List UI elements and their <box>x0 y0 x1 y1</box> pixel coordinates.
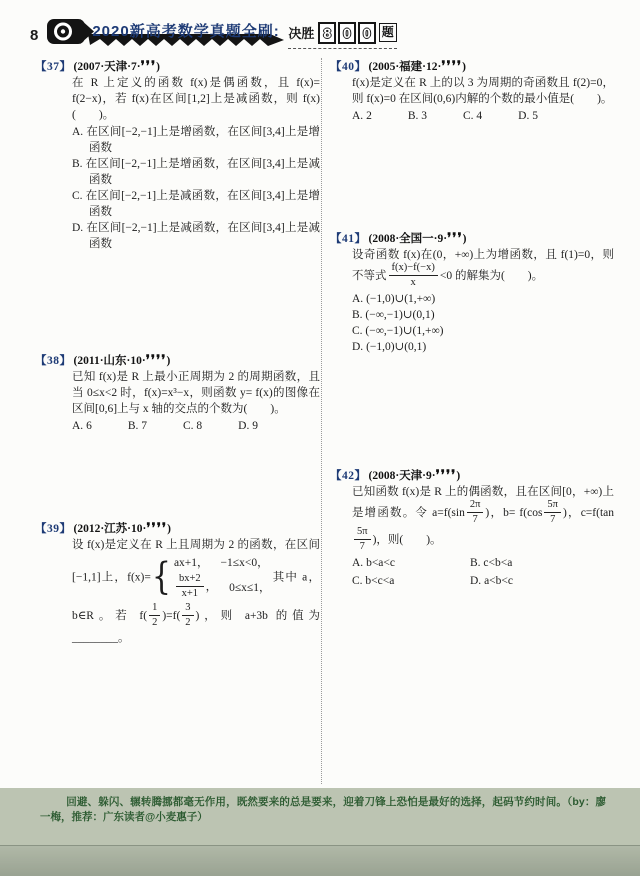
source-close: ) <box>462 233 467 245</box>
difficulty-marks: ❜❜❜ <box>140 58 157 73</box>
case-expression <box>174 574 217 601</box>
question-source <box>368 467 461 483</box>
option-A <box>72 124 320 156</box>
question-body <box>352 75 614 107</box>
question-number: 【37】 <box>35 61 72 73</box>
option-label: B. <box>72 158 83 170</box>
option-D <box>238 418 258 434</box>
text-run: )，则 a+3b 的值为________。 <box>72 610 320 645</box>
subtitle-suffix: 题 <box>379 23 397 42</box>
question-37 <box>35 58 320 252</box>
question-source <box>368 58 466 73</box>
question-options <box>352 108 614 124</box>
fraction <box>182 602 193 629</box>
left-brace: { <box>151 555 171 599</box>
question-header <box>35 520 320 537</box>
footer-texture-strip <box>0 845 640 876</box>
fraction-denominator: 2 <box>185 617 191 629</box>
fraction-numerator: 3 <box>182 602 193 616</box>
fraction <box>149 602 160 629</box>
text-run: )，则( )。 <box>372 534 442 547</box>
text-run: 设奇函数 f(x)在(0，+∞)上为增函数，且 f(1)=0，则不等式 <box>352 249 614 283</box>
fraction-denominator: x+1 <box>181 588 198 600</box>
text-run: (−∞,−1)∪(0,1) <box>365 309 435 322</box>
question-options <box>352 555 602 589</box>
question-number: 【41】 <box>330 233 367 245</box>
option-label: C. <box>352 325 363 338</box>
question-header <box>35 352 320 369</box>
text-run: <0 的解集为( )。 <box>439 270 544 283</box>
option-label: B. <box>470 557 481 570</box>
question-header <box>330 58 614 75</box>
footer-band <box>0 788 640 876</box>
option-D <box>470 573 602 589</box>
option-label: D. <box>352 341 364 354</box>
question-area <box>35 58 614 784</box>
text-run: 3 <box>421 110 427 122</box>
option-label: A. <box>352 557 364 570</box>
text-run: (−1,0)∪(0,1) <box>366 341 427 354</box>
text-run: b<a<c <box>366 557 395 570</box>
option-label: C. <box>72 190 83 202</box>
text-run: )，c=f(tan <box>562 507 614 520</box>
text-run: (−1,0)∪(1,+∞) <box>366 293 436 306</box>
fraction-denominator: x <box>410 277 416 289</box>
source-text: (2007·天津·7· <box>73 61 141 73</box>
case-condition: −1≤x<0， <box>220 557 269 569</box>
source-close: ) <box>456 470 461 483</box>
text-run: 在区间[−2,−1]上是增函数，在区间[3,4]上是减函数 <box>85 158 320 186</box>
option-label: A. <box>72 126 84 138</box>
question-header <box>35 58 320 75</box>
text-run: 5 <box>532 110 538 122</box>
text-run: 在区间[−2,−1]上是减函数，在区间[3,4]上是增函数 <box>85 190 320 218</box>
question-body <box>72 75 320 123</box>
option-D <box>518 108 538 124</box>
option-D <box>352 339 614 355</box>
question-options <box>352 291 614 355</box>
fraction-denominator: 7 <box>472 514 478 526</box>
question-number: 【40】 <box>330 61 367 73</box>
text-run: 7 <box>141 420 147 432</box>
question-source <box>73 352 171 367</box>
text-run: a<b<c <box>484 575 513 588</box>
subtitle-digit-8: 8 <box>318 22 336 44</box>
text-run: 4 <box>476 110 483 122</box>
right-column <box>323 58 614 784</box>
fraction-numerator: 2π <box>467 499 484 513</box>
question-number: 【38】 <box>35 355 72 367</box>
difficulty-marks: ❜❜❜❜ <box>146 520 168 535</box>
text-run: 9 <box>252 420 258 432</box>
cases-row <box>174 555 271 571</box>
subtitle-digit-0b: 0 <box>358 22 376 44</box>
question-42 <box>330 467 614 589</box>
source-text: (2005·福建·12· <box>368 61 442 73</box>
option-label: D. <box>238 420 250 432</box>
source-text: (2008·全国一·9· <box>368 233 448 245</box>
text-run: 设 f(x)是定义在 R 上且周期为 2 的函数，在区间[−1,1]上，f(x)= <box>72 539 320 584</box>
question-38 <box>35 352 320 434</box>
option-label: B. <box>407 110 419 122</box>
text-run: 在 R 上定义的函数 f(x)是偶函数，且 f(x)= f(2−x)，若 f(x)在区间[1,2]上是减函数，则 f(x)( )。 <box>72 77 320 121</box>
option-label: D. <box>72 222 84 234</box>
source-text: (2008·天津·9· <box>368 470 436 483</box>
text-run: 2 <box>366 110 372 122</box>
subtitle-prefix: 决胜 <box>288 26 315 41</box>
option-label: B. <box>352 309 363 322</box>
option-A <box>352 108 372 124</box>
series-banner <box>88 20 284 47</box>
fraction-denominator: 7 <box>359 541 365 553</box>
question-body <box>352 247 614 290</box>
fraction <box>176 573 204 600</box>
fraction <box>467 499 484 526</box>
option-label: C. <box>352 575 363 588</box>
option-label: B. <box>127 420 139 432</box>
page-header <box>26 12 614 52</box>
text-run: 已知函数 f(x)是 R 上的偶函数，且在区间[0，+∞)上是增函数。令 a=f(sin <box>352 486 614 520</box>
column-divider <box>321 58 322 784</box>
option-label: A. <box>72 420 84 432</box>
option-label: D. <box>518 110 530 122</box>
subtitle-digit-0a: 0 <box>338 22 356 44</box>
option-A <box>352 291 614 307</box>
piecewise-cases <box>152 555 271 601</box>
option-B <box>72 156 320 188</box>
question-body <box>352 484 614 554</box>
question-options <box>72 124 320 252</box>
option-label: D. <box>470 575 482 588</box>
question-39 <box>35 520 320 646</box>
text-run: c<b<a <box>483 557 513 570</box>
fraction-denominator: 2 <box>152 617 158 629</box>
option-C <box>72 188 320 220</box>
text-run: 6 <box>86 420 92 432</box>
text-run: 8 <box>196 420 203 432</box>
option-B <box>352 307 614 323</box>
question-40 <box>330 58 614 124</box>
text-run: )=f( <box>162 610 181 623</box>
case-condition: 0≤x≤1， <box>229 581 271 594</box>
option-C <box>352 573 470 589</box>
text-run: 在区间[−2,−1]上是增函数，在区间[3,4]上是增函数 <box>86 126 320 154</box>
question-source <box>73 520 171 535</box>
question-body <box>72 369 320 417</box>
footer-quote: 回避、躲闪、辗转腾挪都毫无作用，既然要来的总是要来，迎着刀锋上恐怕是最好的选择，起码节约时间。（by：廖一梅，推荐：广东读者@小麦惠子） <box>40 796 606 823</box>
option-C <box>463 108 482 124</box>
option-A <box>72 418 92 434</box>
source-text: (2011·山东·10· <box>73 355 146 367</box>
text-run: f(x)是定义在 R 上的以 3 为周期的奇函数且 f(2)=0，则 f(x)=0 在区间(0,6)内解的个数的最小值是( )。 <box>352 77 614 105</box>
text-run: (−∞,−1)∪(1,+∞) <box>365 325 444 338</box>
option-B <box>470 555 602 571</box>
fraction-numerator: bx+2 <box>176 573 204 587</box>
series-title: 2020新高考数学真题全刷: <box>92 22 280 40</box>
question-source <box>73 58 161 73</box>
source-text: (2012·江苏·10· <box>73 523 147 535</box>
option-C <box>352 323 614 339</box>
question-options <box>72 418 320 434</box>
difficulty-marks: ❜❜❜ <box>447 230 463 245</box>
option-label: C. <box>182 420 194 432</box>
source-close: ) <box>167 523 171 535</box>
fraction <box>354 526 371 553</box>
cases-rows <box>174 555 271 601</box>
option-B <box>128 418 147 434</box>
question-header <box>330 467 614 484</box>
text-run: 在区间[−2,−1]上是减函数，在区间[3,4]上是减函数 <box>86 222 320 250</box>
question-source <box>368 230 467 245</box>
fraction <box>389 262 438 289</box>
option-label: A. <box>352 110 364 122</box>
question-number: 【42】 <box>330 470 367 483</box>
option-C <box>183 418 202 434</box>
option-label: A. <box>352 293 364 306</box>
book-subtitle <box>288 22 396 49</box>
text-run: ， <box>205 581 218 594</box>
page-number: 8 <box>30 26 39 44</box>
question-41 <box>330 230 614 355</box>
fraction <box>544 499 561 526</box>
option-label: C. <box>462 110 474 122</box>
question-header <box>330 230 614 247</box>
option-B <box>408 108 427 124</box>
question-body <box>72 537 320 646</box>
text-run: b<c<a <box>365 575 395 588</box>
option-A <box>352 555 470 571</box>
text-run: 其中 a，b∈R。若 f( <box>72 571 320 623</box>
fraction-numerator: 5π <box>544 499 561 513</box>
option-D <box>72 220 320 252</box>
case-expression <box>174 555 209 571</box>
left-column <box>35 58 320 784</box>
text-run: )，b= f(cos <box>485 507 543 520</box>
text-run: 已知 f(x)是 R 上最小正周期为 2 的周期函数，且当 0≤x<2 时，f(x)=x³−x，则函数 y= f(x)的图像在区间[0,6]上与 x 轴的交点的个数为( )。 <box>72 371 320 415</box>
fraction-numerator: 5π <box>354 526 371 540</box>
source-close: ) <box>166 355 171 367</box>
fraction-denominator: 7 <box>550 514 556 526</box>
question-number: 【39】 <box>35 523 72 535</box>
text-run: ax+1， <box>173 557 209 569</box>
difficulty-marks: ❜❜❜❜ <box>435 467 457 483</box>
difficulty-marks: ❜❜❜❜ <box>145 352 167 367</box>
difficulty-marks: ❜❜❜❜ <box>441 58 463 73</box>
fraction-numerator: 1 <box>149 602 160 616</box>
source-close: ) <box>462 61 466 73</box>
source-close: ) <box>156 61 161 73</box>
cases-row <box>174 574 271 601</box>
fraction-numerator: f(x)−f(−x) <box>389 262 438 276</box>
